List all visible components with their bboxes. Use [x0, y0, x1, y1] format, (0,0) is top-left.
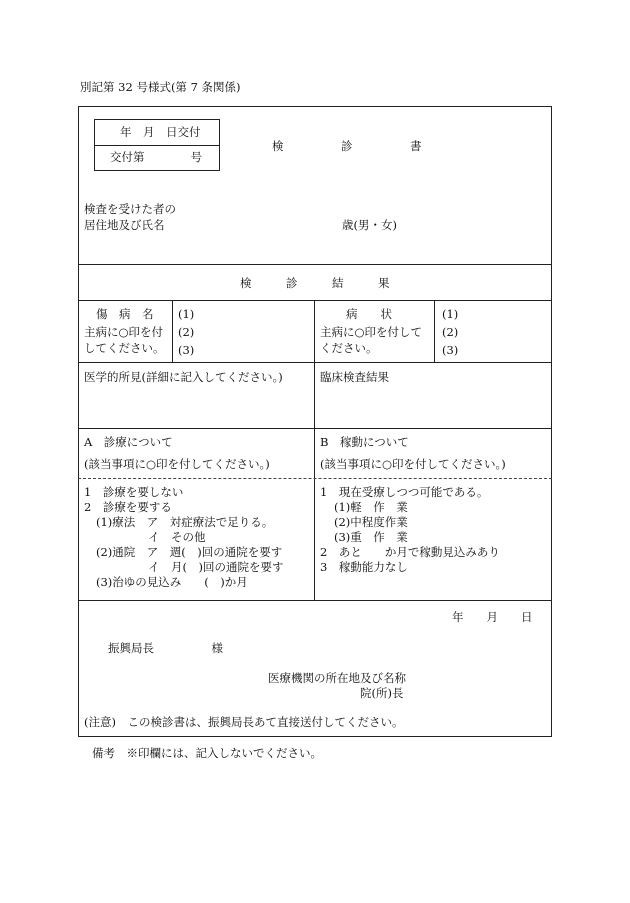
stamp-box-top	[94, 119, 220, 120]
section-b-line: (1)軽 作 業	[334, 500, 408, 514]
stamp-date-line: 年 月 日交付	[120, 125, 201, 139]
disease-name-item-1: (1)	[178, 307, 195, 321]
section-b-line: (2)中程度作業	[334, 515, 408, 529]
results-heading-top-rule	[78, 264, 552, 265]
section-a-line: 2 診療を要する	[84, 500, 172, 514]
page-title: 検 診 書	[272, 139, 422, 153]
center-divider	[314, 300, 315, 601]
stamp-box-right	[219, 119, 220, 171]
diagnosis-top-rule	[78, 300, 552, 301]
symptom-note-2: ください。	[320, 341, 378, 355]
frame-right	[551, 106, 552, 737]
addressee: 振興局長 様	[108, 641, 223, 655]
disease-name-note-1: 主病に○印を付	[84, 325, 164, 339]
symptom-note-1: 主病に○印を付して	[320, 325, 423, 339]
section-b-heading: B 稼動について	[320, 435, 409, 449]
sections-top-rule	[78, 428, 552, 429]
footer-top-rule	[78, 600, 552, 601]
clinical-results-label: 臨床検査結果	[320, 370, 389, 384]
examinee-label-line2: 居住地及び氏名	[84, 218, 165, 232]
frame-top	[78, 106, 552, 107]
symptom-item-3: (3)	[442, 343, 459, 357]
diagnosis-divider-2	[434, 300, 435, 362]
symptom-item-1: (1)	[442, 307, 459, 321]
medical-findings-label: 医学的所見(詳細に記入してください。)	[84, 370, 283, 384]
section-b-line: (3)重 作 業	[334, 530, 408, 544]
results-heading: 検 診 結 果	[240, 276, 390, 290]
disease-name-item-2: (2)	[178, 325, 195, 339]
symptom-item-2: (2)	[442, 325, 459, 339]
institution-label: 医療機関の所在地及び名称	[268, 671, 406, 685]
section-a-line: (2)通院 ア 週( )回の通院を要す	[96, 545, 283, 559]
examinee-label-line1: 検査を受けた者の	[84, 202, 176, 216]
age-sex-field: 歳(男・女)	[342, 218, 397, 232]
section-b-line: 3 稼動能力なし	[320, 560, 408, 574]
section-a-line: (1)療法 ア 対症療法で足りる。	[96, 515, 274, 529]
findings-top-rule	[78, 362, 552, 363]
section-a-line: イ 月( )回の通院を要す	[148, 560, 284, 574]
sections-dashed-rule	[78, 478, 552, 479]
section-a-line: (3)治ゆの見込み ( )か月	[96, 575, 248, 589]
stamp-box-middle	[94, 145, 220, 146]
disease-name-label: 傷 病 名	[96, 307, 154, 321]
section-a-line: 1 診療を要しない	[84, 485, 184, 499]
section-b-line: 2 あと か月で稼動見込みあり	[320, 545, 500, 559]
diagnosis-divider-1	[172, 300, 173, 362]
stamp-box-left	[94, 119, 95, 171]
stamp-box-bottom	[94, 170, 220, 171]
remark-note: 備考 ※印欄には、記入しないでください。	[92, 746, 322, 760]
section-a-note: (該当事項に○印を付してください。)	[84, 457, 270, 471]
symptom-label: 病 状	[346, 307, 392, 321]
frame-left	[78, 106, 79, 737]
stamp-number-line: 交付第 号	[110, 150, 202, 164]
disease-name-note-2: してください。	[84, 341, 165, 355]
section-b-note: (該当事項に○印を付してください。)	[320, 457, 506, 471]
footer-date: 年 月 日	[452, 610, 533, 624]
director-label: 院(所)長	[360, 686, 404, 700]
section-a-line: イ その他	[148, 530, 206, 544]
frame-bottom	[78, 736, 552, 737]
form-label: 別記第 32 号様式(第 7 条関係)	[80, 80, 241, 94]
disease-name-item-3: (3)	[178, 343, 195, 357]
section-b-line: 1 現在受療しつつ可能である。	[320, 485, 489, 499]
caution-note: (注意) この検診書は、振興局長あて直接送付してください。	[84, 715, 404, 729]
section-a-heading: A 診療について	[84, 435, 173, 449]
